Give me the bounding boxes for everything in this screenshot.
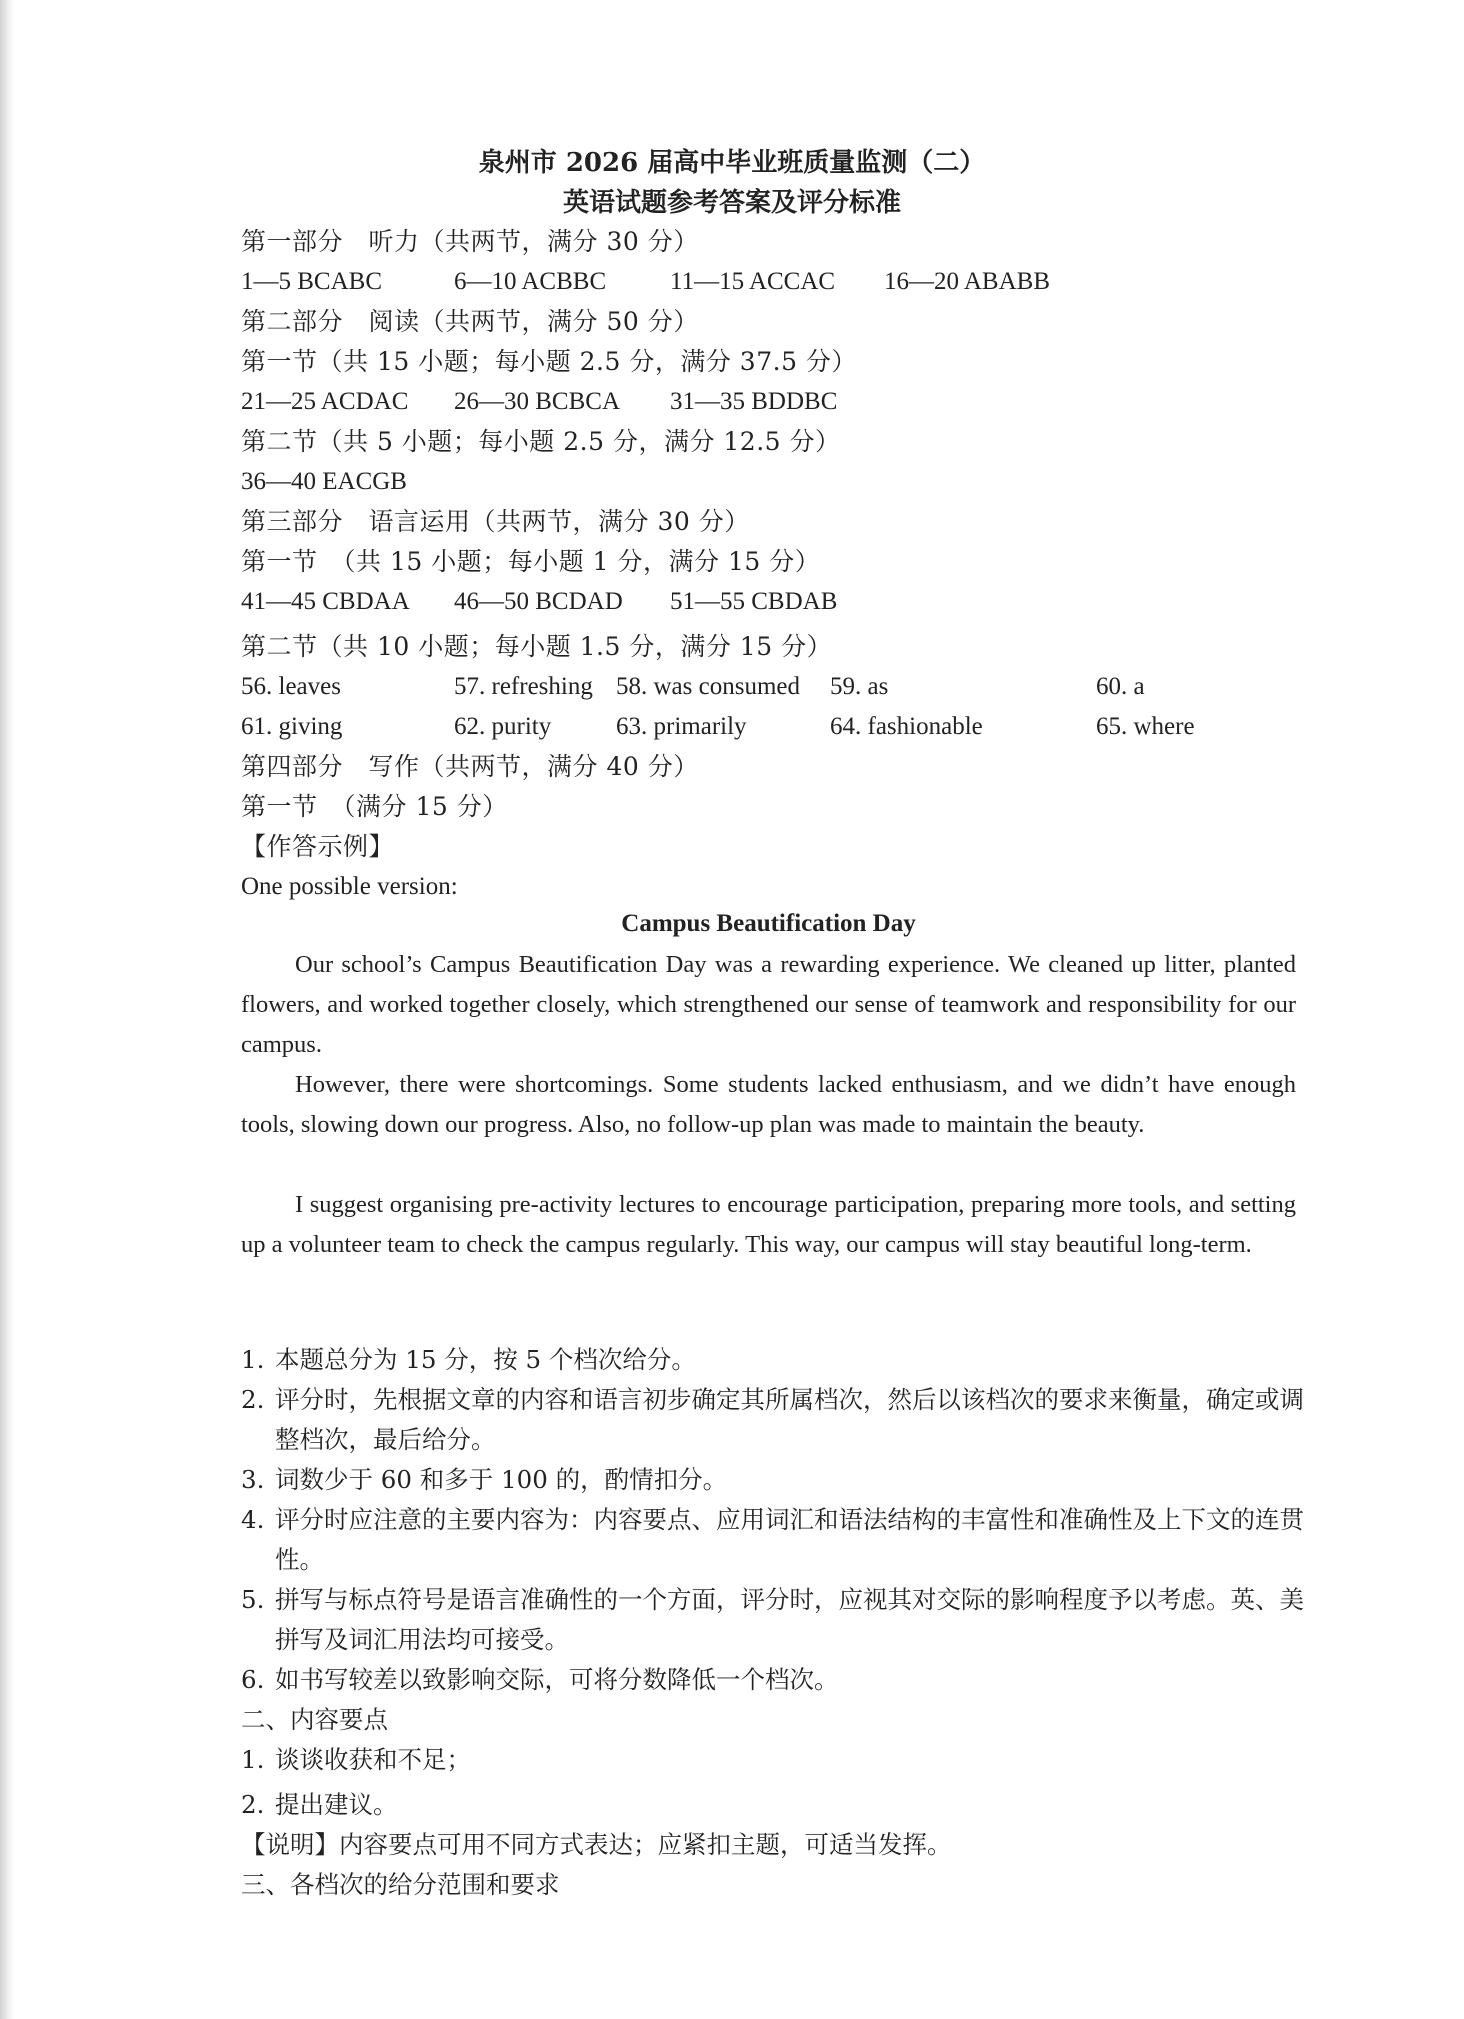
part4-section1-heading: 第一节 （满分 15 分） xyxy=(241,792,508,821)
point-number: 1. xyxy=(241,1745,265,1774)
rule-text: 拼写与标点符号是语言准确性的一个方面，评分时，应视其对交际的影响程度予以考虑。英、美拼写及词汇用法均可接受。 xyxy=(275,1585,1304,1654)
part2-section2-heading: 第二节（共 5 小题；每小题 2.5 分，满分 12.5 分） xyxy=(241,427,841,456)
fill-blank-answer: 61. giving xyxy=(241,713,343,740)
part2-section1-heading: 第一节（共 15 小题；每小题 2.5 分，满分 37.5 分） xyxy=(241,347,857,376)
fill-blank-answer: 57. refreshing xyxy=(454,673,593,700)
rule-text: 本题总分为 15 分，按 5 个档次给分。 xyxy=(275,1345,696,1374)
essay-paragraph: Our school’s Campus Beautification Day was a rewarding experience. We cleaned up litter, planted flowers, and worked together closely, which strengthened our sense of teamwork and responsibility for our campus. xyxy=(241,951,1296,1058)
explanation-note: 【说明】内容要点可用不同方式表达；应紧扣主题，可适当发挥。 xyxy=(241,1830,952,1859)
part3-heading: 第三部分 语言运用（共两节，满分 30 分） xyxy=(241,507,750,536)
part1-heading: 第一部分 听力（共两节，满分 30 分） xyxy=(241,227,699,256)
part2-heading: 第二部分 阅读（共两节，满分 50 分） xyxy=(241,307,699,336)
essay-paragraph: I suggest organising pre-activity lectures to encourage participation, preparing more tools, and setting up a volunteer team to check the campus regularly. This way, our campus will stay beautiful long-term. xyxy=(241,1191,1296,1258)
content-point xyxy=(241,1740,1321,1780)
scoring-rule xyxy=(241,1380,1321,1460)
answer-group: 41—45 CBDAA xyxy=(241,588,410,615)
answer-group: 36—40 EACGB xyxy=(241,468,407,495)
fill-blank-answer: 60. a xyxy=(1096,673,1145,700)
answer-group: 16—20 ABABB xyxy=(884,268,1051,295)
scoring-rule xyxy=(241,1340,1321,1380)
rule-text: 评分时应注意的主要内容为：内容要点、应用词汇和语法结构的丰富性和准确性及上下文的连贯性。 xyxy=(275,1505,1304,1574)
part4-heading: 第四部分 写作（共两节，满分 40 分） xyxy=(241,752,699,781)
scoring-rule xyxy=(241,1500,1321,1580)
rule-number: 1. xyxy=(241,1345,265,1374)
grade-range-heading: 三、各档次的给分范围和要求 xyxy=(241,1870,560,1899)
example-intro: One possible version: xyxy=(241,873,458,900)
answer-group: 26—30 BCBCA xyxy=(454,388,621,415)
example-label: 【作答示例】 xyxy=(241,832,395,861)
document-title: 泉州市 2026 届高中毕业班质量监测（二） xyxy=(478,148,986,178)
rule-text: 如书写较差以致影响交际，可将分数降低一个档次。 xyxy=(275,1665,839,1694)
fill-blank-answer: 63. primarily xyxy=(616,713,747,740)
answer-group: 46—50 BCDAD xyxy=(454,588,623,615)
rule-number: 4. xyxy=(241,1505,265,1534)
essay-paragraph: However, there were shortcomings. Some students lacked enthusiasm, and we didn’t have enough tools, slowing down our progress. Also, no follow-up plan was made to maintain the beauty. xyxy=(241,1071,1296,1138)
rule-number: 5. xyxy=(241,1585,265,1614)
scoring-rule xyxy=(241,1460,1321,1500)
scoring-rule xyxy=(241,1660,1321,1700)
rule-text: 词数少于 60 和多于 100 的，酌情扣分。 xyxy=(275,1465,728,1494)
rule-text: 评分时，先根据文章的内容和语言初步确定其所属档次，然后以该档次的要求来衡量，确定或调整档次，最后给分。 xyxy=(275,1385,1304,1454)
document-subtitle: 英语试题参考答案及评分标准 xyxy=(562,188,901,218)
scoring-rule xyxy=(241,1580,1321,1660)
fill-blank-answer: 62. purity xyxy=(454,713,552,740)
answer-group: 51—55 CBDAB xyxy=(670,588,838,615)
answer-group: 11—15 ACCAC xyxy=(670,268,836,295)
fill-blank-answer: 58. was consumed xyxy=(616,673,800,700)
answer-group: 6—10 ACBBC xyxy=(454,268,607,295)
fill-blank-answer: 59. as xyxy=(830,673,889,700)
point-text: 提出建议。 xyxy=(275,1790,398,1819)
answer-group: 31—35 BDDBC xyxy=(670,388,838,415)
part3-section1-heading: 第一节 （共 15 小题；每小题 1 分，满分 15 分） xyxy=(241,547,821,576)
content-point xyxy=(241,1785,1321,1825)
part3-section2-heading: 第二节（共 10 小题；每小题 1.5 分，满分 15 分） xyxy=(241,632,833,661)
rule-number: 3. xyxy=(241,1465,265,1494)
answer-group: 1—5 BCABC xyxy=(241,268,383,295)
fill-blank-answer: 56. leaves xyxy=(241,673,341,700)
rule-number: 2. xyxy=(241,1385,265,1414)
content-points-heading: 二、内容要点 xyxy=(241,1705,388,1734)
point-text: 谈谈收获和不足； xyxy=(275,1745,471,1774)
point-number: 2. xyxy=(241,1790,265,1819)
fill-blank-answer: 65. where xyxy=(1096,713,1195,740)
essay-title: Campus Beautification Day xyxy=(621,910,916,937)
answer-group: 21—25 ACDAC xyxy=(241,388,409,415)
rule-number: 6. xyxy=(241,1665,265,1694)
fill-blank-answer: 64. fashionable xyxy=(830,713,983,740)
